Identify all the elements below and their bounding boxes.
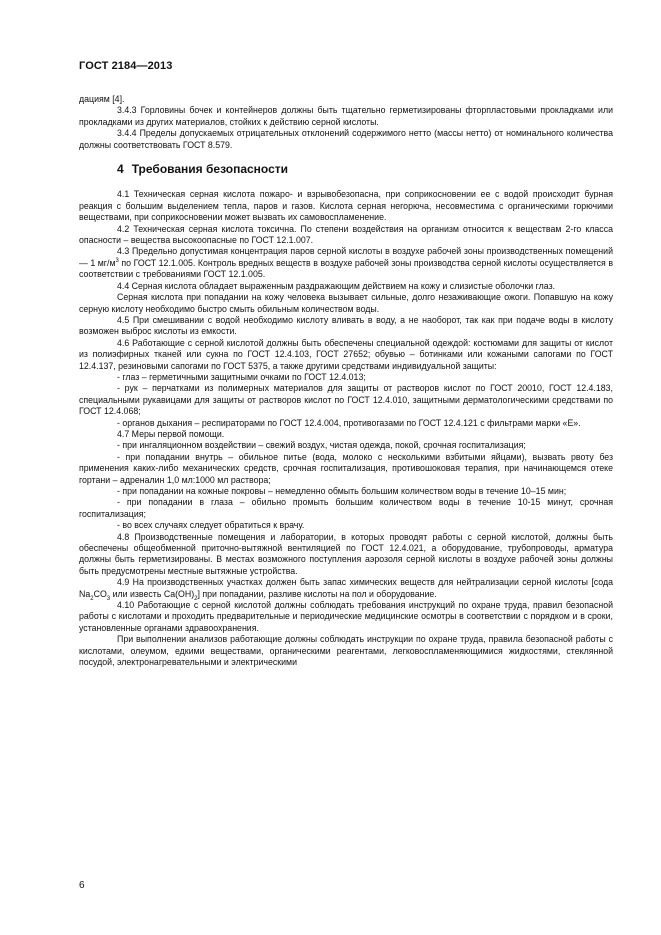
standard-header: ГОСТ 2184—2013 <box>79 60 173 72</box>
paragraph-4-9-part-c: или известь Ca(OH) <box>110 588 195 599</box>
subscript-co: 3 <box>106 595 111 602</box>
paragraph-4-9 <box>79 577 613 600</box>
paragraph-4-5: 4.5 При смешивании с водой необходимо кислоту вливать в воду, а не наоборот, так как при подаче воды в кислоту возможен выброс кислоты из емкости. <box>79 314 613 337</box>
superscript-3: 3 <box>115 257 119 264</box>
list-item-eye-contact: - при попадании в глаза – обильно промыть большим количеством воды в течение 10-15 минут, срочная госпитализация; <box>79 497 613 519</box>
paragraph-4-9-part-a: 4.9 На производственных участках должен быть запас химических веществ для нейтрализации серной кислоты [сода Na <box>79 577 613 599</box>
paragraph-4-3-part-b: по ГОСТ 12.1.005. Контроль вредных веществ в воздухе рабочей зоны производства серной кислоты осуществляется в соответствии с требованиями ГОСТ 12.1.005. <box>79 257 613 280</box>
subscript-oh: 2 <box>194 595 198 602</box>
paragraph-4-6: 4.6 Работающие с серной кислотой должны быть обеспечены специальной одеждой: костюмами для защиты от кислот из полиэфирных тканей или сукна по ГОСТ 12.4.103, ГОСТ 27652; обувью – ботинками или кожаными сапогами по ГОСТ 12.4.137, резиновыми сапогами по ГОСТ 5375, а также другими средствами индивидуальной защиты: <box>79 337 613 371</box>
list-item-respiratory: - органов дыхания – респираторами по ГОСТ 12.4.004, противогазами по ГОСТ 12.4.121 с фильтрами марки «Е». <box>117 417 581 428</box>
list-item-skin: - при попадании на кожные покровы – немедленно обмыть большим количеством воды в течение 10–15 мин; <box>117 486 567 496</box>
paragraph-4-7: 4.7 Меры первой помощи. <box>117 428 225 439</box>
paragraph-4-1: 4.1 Техническая серная кислота пожаро- и взрывобезопасна, при соприкосновении ее с водой происходит бурная реакция с большим выделением тепла, паров и газов. Кислота серная негорюча, несовместима с органическими горючими веществами, при соприкосновении может вызвать их самовоспламенение. <box>79 189 613 223</box>
paragraph-4-4-b: Серная кислота при попадании на кожу человека вызывает сильные, долго незаживающие ожоги. Попавшую на кожу серную кислоту необходимо быстро смыть обильным количеством воды. <box>79 292 613 314</box>
list-item-hands: - рук – перчатками из полимерных материалов для защиты от растворов кислот по ГОСТ 20010, ГОСТ 12.4.183, специальными рукавицами для защиты от растворов кислот по ГОСТ 12.4.010, защитными дерматологическими средствами по ГОСТ 12.4.068; <box>79 383 613 417</box>
section-number: 4 <box>117 162 124 177</box>
paragraph-4-4: 4.4 Серная кислота обладает выраженным раздражающим действием на кожу и слизистые оболочки глаз. <box>117 280 556 291</box>
list-item-eyes: - глаз – герметичными защитными очками по ГОСТ 12.4.013; <box>117 371 366 382</box>
paragraph-4-8: 4.8 Производственные помещения и лаборатории, в которых проводят работы с серной кислотой, должны быть обеспечены общеобменной приточно-вытяжной вентиляцией по ГОСТ 12.4.021, а оборудование, трубопроводы, арматура должны быть герметизированы. В местах возможного поступления аэрозоля серной кислоты в воздухе рабочей зоны должны быть предусмотрены местные вытяжные устройства. <box>79 531 613 576</box>
paragraph-4-9-part-d: ] при попадании, разливе кислоты на пол и оборудование. <box>197 588 437 599</box>
paragraph-continuation: дациям [4]. <box>79 94 125 104</box>
subscript-na: 2 <box>90 595 94 602</box>
paragraph-4-3 <box>79 246 613 280</box>
paragraph-3-4-4: 3.4.4 Пределы допускаемых отрицательных отклонений содержимого нетто (массы нетто) от номинального количества должны соответствовать ГОСТ 8.579. <box>79 128 613 150</box>
paragraph-4-2: 4.2 Техническая серная кислота токсична. По степени воздействия на организм относится к веществам 2-го класса опасности – вещества высокоопасные по ГОСТ 12.1.007. <box>79 223 613 246</box>
list-item-inhalation: - при ингаляционном воздействии – свежий воздух, чистая одежда, покой, срочная госпитализация; <box>117 440 526 451</box>
list-item-ingestion: - при попадании внутрь – обильное питье (вода, молоко с несколькими взбитыми яйцами), вызвать рвоту без применения каких-либо механических средств, срочная госпитализация, противошоковая терапия, при начинающемся отеке гортани – адреналин 1,0 мл:1000 мл раствора; <box>79 451 613 485</box>
page-number: 6 <box>79 880 85 891</box>
paragraph-4-10-b: При выполнении анализов работающие должны соблюдать инструкции по охране труда, правила безопасной работы с кислотами, олеумом, едкими веществами, органическими реагентами, легковоспламеняющимися жидкостями, стеклянной посудой, электронагревательными и электрическими <box>79 634 613 668</box>
list-item-all-cases: - во всех случаях следует обратиться к врачу. <box>117 520 305 531</box>
paragraph-3-4-3: 3.4.3 Горловины бочек и контейнеров должны быть тщательно герметизированы фторпластовыми прокладками или прокладками из других материалов, стойких к действию серной кислоты. <box>79 105 613 127</box>
section-heading <box>117 164 613 175</box>
section-title: Требования безопасности <box>131 162 289 177</box>
paragraph-4-9-part-b: CO <box>93 588 107 599</box>
document-body <box>79 94 613 669</box>
paragraph-4-10: 4.10 Работающие с серной кислотой должны соблюдать требования инструкций по охране труда, правил безопасной работы с кислотами и проходить предварительные и периодические медицинские осмотры в соответствии с порядком и в сроки, установленные органами здравоохранения. <box>79 600 613 633</box>
paragraph-4-3-part-a: 4.3 Предельно допустимая концентрация паров серной кислоты в воздухе рабочей зоны производственных помещений — 1 мг/м <box>79 246 613 268</box>
